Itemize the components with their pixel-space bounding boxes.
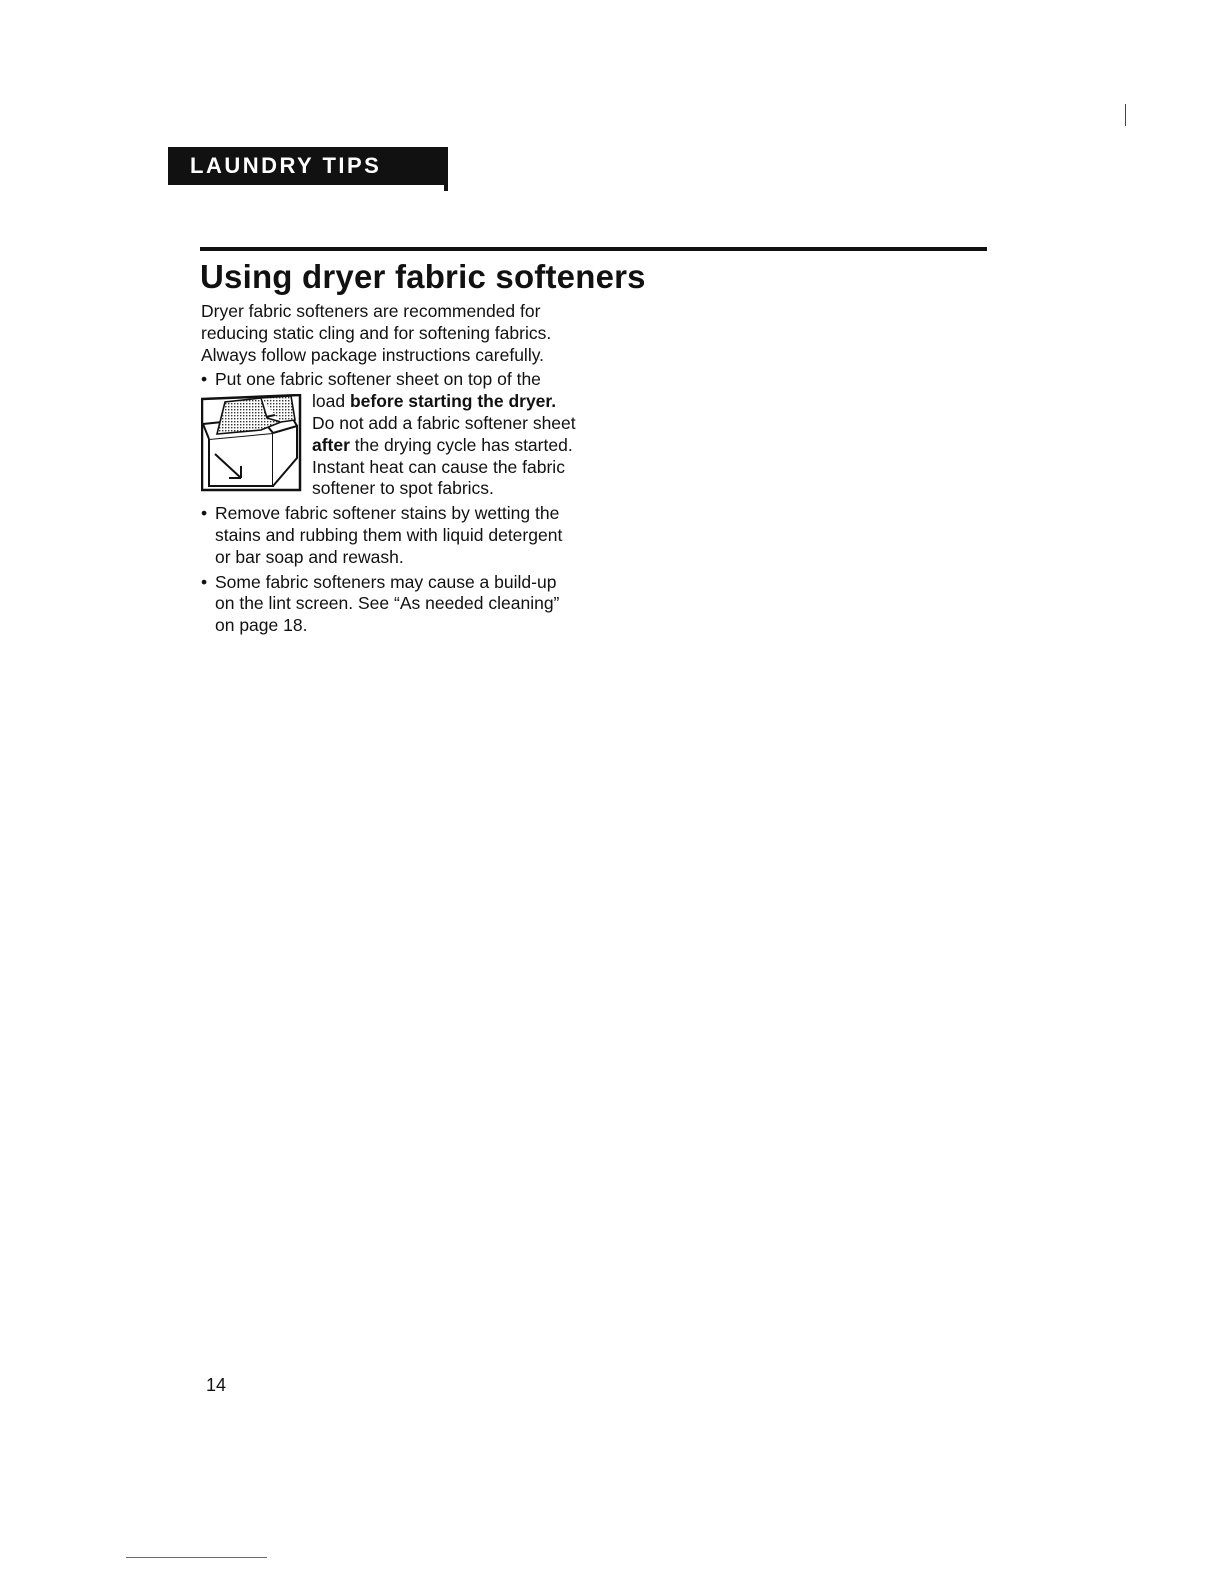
bottom-divider: [126, 1557, 267, 1558]
page-number: 14: [206, 1375, 227, 1395]
tip-1-text-a: Put one fabric softener sheet on top of the load: [215, 369, 541, 412]
tip-1-text-c: the drying cycle has started. Instant heat can cause the fabric softener to spot fabrics.: [312, 434, 573, 499]
scan-edge-mark: [1125, 104, 1126, 126]
tip-1-emphasis-a: before starting the dryer.: [349, 391, 557, 412]
section-banner: LAUNDRY TIPS: [168, 147, 445, 185]
tip-3-text: Some fabric softeners may cause a build-up on the lint screen. See “As needed cleaning” on page 18.: [215, 571, 560, 636]
tip-2-text: Remove fabric softener stains by wetting the stains and rubbing them with liquid detergent or bar soap and rewash.: [215, 503, 563, 567]
tips-list: [201, 369, 576, 637]
dryer-sheet-icon: [201, 394, 302, 492]
intro-paragraph: Dryer fabric softeners are recommended for reducing static cling and for softening fabrics. Always follow package instructions carefully.: [201, 301, 552, 365]
page-title: Using dryer fabric softeners: [200, 258, 646, 295]
body-column: [201, 301, 576, 640]
tip-item-1: [201, 369, 576, 500]
tip-item-2: [201, 503, 576, 568]
tip-item-3: [201, 572, 576, 637]
bullet: •: [201, 369, 208, 390]
bullet: •: [201, 571, 208, 592]
title-rule: [200, 247, 987, 251]
tip-1-text-b: Do not add a fabric softener sheet: [312, 412, 576, 433]
bullet: •: [201, 503, 208, 524]
tip-1-emphasis-b: after: [312, 434, 350, 455]
